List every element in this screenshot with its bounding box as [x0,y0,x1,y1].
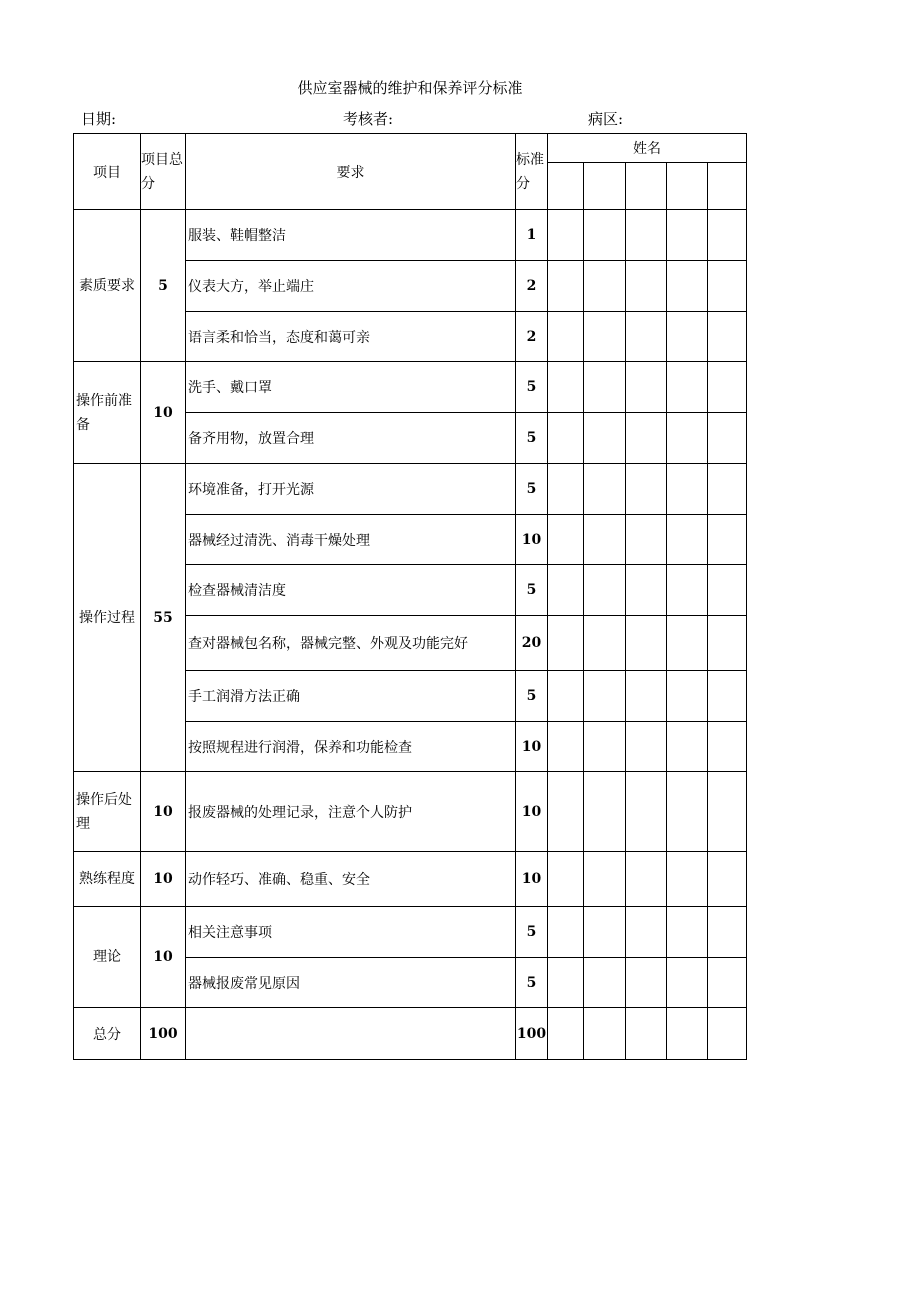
category-cell [74,464,141,772]
name-slot [584,163,626,210]
score-cell [626,464,667,515]
score-cell [584,362,626,413]
category-cell [74,362,141,464]
standard-score: 20 [516,616,548,671]
requirement-cell: 查对器械包名称，器械完整、外观及功能完好 [186,616,516,671]
score-cell [708,616,747,671]
score-cell [667,565,708,616]
score-cell [626,413,667,464]
section-total: 10 [141,907,186,1008]
score-cell [708,210,747,261]
category-label: 操作后处理 [76,791,132,832]
score-cell [708,852,747,907]
score-cell [667,210,708,261]
score-cell [626,852,667,907]
score-cell [584,772,626,852]
requirement-cell: 报废器械的处理记录，注意个人防护 [186,772,516,852]
score-cell [584,616,626,671]
requirement-cell: 环境准备，打开光源 [186,464,516,515]
header-standard-label: 标准分 [516,151,544,192]
requirement-cell: 按照规程进行润滑，保养和功能检查 [186,722,516,772]
score-cell [626,312,667,362]
requirement-cell: 动作轻巧、准确、稳重、安全 [186,852,516,907]
score-cell [708,958,747,1008]
header-standard [516,134,548,210]
score-cell [708,671,747,722]
requirement-cell [186,1008,516,1060]
standard-score: 5 [516,671,548,722]
score-cell [584,261,626,312]
category-cell [74,852,141,907]
standard-score: 5 [516,958,548,1008]
examiner-label: 考核者: [343,110,394,128]
table-row [74,772,747,852]
category-label: 操作前准备 [76,392,132,433]
score-cell [548,312,584,362]
score-cell [667,772,708,852]
category-label: 熟练程度 [79,871,135,887]
standard-score: 5 [516,565,548,616]
score-cell [626,210,667,261]
category-cell [74,772,141,852]
score-cell [548,722,584,772]
score-cell [626,1008,667,1060]
section-total: 55 [141,464,186,772]
table-row [74,362,747,413]
section-total: 5 [141,210,186,362]
requirement-cell: 洗手、戴口罩 [186,362,516,413]
score-cell [708,772,747,852]
requirement-cell: 相关注意事项 [186,907,516,958]
score-cell [626,515,667,565]
score-cell [584,565,626,616]
name-slot [626,163,667,210]
name-slot [667,163,708,210]
score-cell [667,312,708,362]
score-cell [626,671,667,722]
score-cell [548,362,584,413]
standard-score: 10 [516,772,548,852]
score-cell [708,261,747,312]
requirement-cell: 备齐用物，放置合理 [186,413,516,464]
score-cell [584,515,626,565]
section-total: 10 [141,772,186,852]
score-cell [708,1008,747,1060]
score-cell [584,671,626,722]
total-standard: 100 [516,1008,548,1060]
score-cell [584,958,626,1008]
date-label: 日期: [81,110,117,128]
requirement-cell: 器械经过清洗、消毒干燥处理 [186,515,516,565]
score-cell [667,515,708,565]
score-cell [626,958,667,1008]
score-cell [584,464,626,515]
header-total [141,134,186,210]
scoring-table [73,133,747,1060]
score-cell [667,1008,708,1060]
requirement-cell: 检查器械清洁度 [186,565,516,616]
category-cell [74,210,141,362]
category-cell [74,907,141,1008]
standard-score: 5 [516,907,548,958]
header-name: 姓名 [548,134,747,163]
header-total-label: 项目总分 [141,151,183,192]
score-cell [708,464,747,515]
score-cell [548,261,584,312]
score-cell [708,515,747,565]
header-row [74,134,747,163]
total-row [74,1008,747,1060]
document-title: 供应室器械的维护和保养评分标准 [297,79,523,97]
score-cell [626,772,667,852]
score-cell [584,210,626,261]
score-cell [667,907,708,958]
score-cell [548,772,584,852]
score-cell [626,722,667,772]
requirement-cell: 语言柔和恰当，态度和蔼可亲 [186,312,516,362]
score-cell [626,565,667,616]
score-cell [667,464,708,515]
standard-score: 1 [516,210,548,261]
score-cell [584,722,626,772]
name-slot [548,163,584,210]
standard-score: 5 [516,464,548,515]
score-cell [708,722,747,772]
standard-score: 5 [516,362,548,413]
section-total: 10 [141,362,186,464]
score-cell [584,907,626,958]
name-slot [708,163,747,210]
requirement-cell: 器械报废常见原因 [186,958,516,1008]
score-cell [667,958,708,1008]
score-cell [584,413,626,464]
score-cell [548,907,584,958]
score-cell [708,362,747,413]
score-cell [667,671,708,722]
score-cell [548,565,584,616]
requirement-cell: 手工润滑方法正确 [186,671,516,722]
score-cell [548,852,584,907]
score-cell [708,565,747,616]
ward-label: 病区: [588,110,624,128]
score-cell [584,852,626,907]
header-item: 项目 [74,134,141,210]
score-cell [584,312,626,362]
score-cell [548,210,584,261]
standard-score: 2 [516,312,548,362]
requirement-cell: 服装、鞋帽整洁 [186,210,516,261]
table-row [74,852,747,907]
score-cell [667,616,708,671]
score-cell [584,1008,626,1060]
category-label: 素质要求 [79,277,135,294]
score-cell [548,464,584,515]
standard-score: 10 [516,722,548,772]
requirement-cell: 仪表大方，举止端庄 [186,261,516,312]
total-label: 总分 [74,1008,141,1060]
score-cell [708,413,747,464]
category-label: 理论 [93,949,121,965]
section-total: 10 [141,852,186,907]
score-cell [667,722,708,772]
category-label: 操作过程 [79,609,135,626]
score-cell [667,362,708,413]
table-row [74,210,747,261]
score-cell [667,261,708,312]
score-cell [667,852,708,907]
table-row [74,464,747,515]
standard-score: 10 [516,852,548,907]
standard-score: 2 [516,261,548,312]
header-requirement: 要求 [186,134,516,210]
score-cell [626,261,667,312]
score-cell [548,958,584,1008]
score-cell [667,413,708,464]
score-cell [548,515,584,565]
score-cell [708,312,747,362]
table-row [74,907,747,958]
standard-score: 10 [516,515,548,565]
score-cell [626,616,667,671]
score-cell [548,616,584,671]
score-cell [548,413,584,464]
total-score: 100 [141,1008,186,1060]
standard-score: 5 [516,413,548,464]
score-cell [708,907,747,958]
score-cell [626,907,667,958]
score-cell [548,671,584,722]
score-cell [626,362,667,413]
score-cell [548,1008,584,1060]
